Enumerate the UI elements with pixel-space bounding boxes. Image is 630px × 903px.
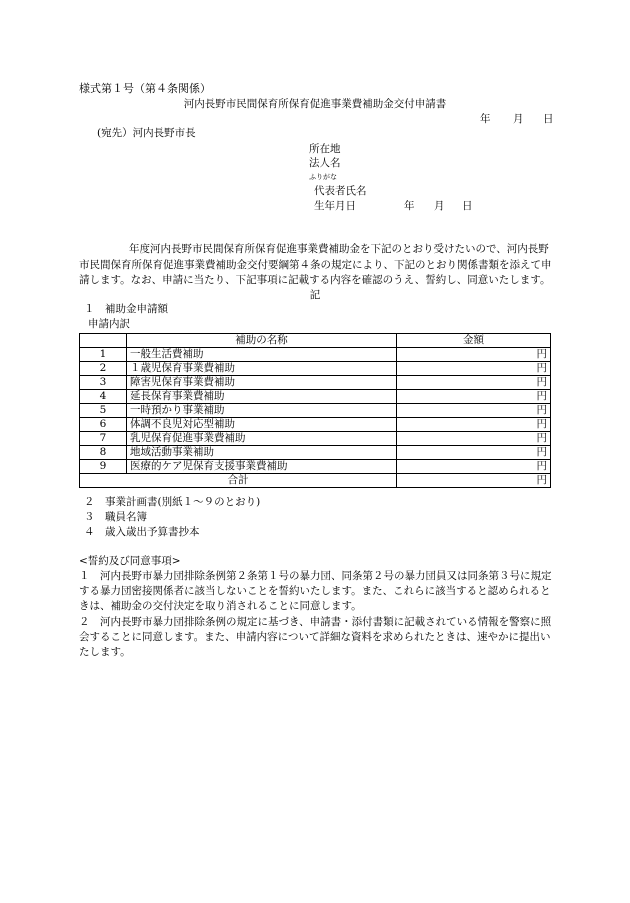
row-name: 障害児保育事業費補助 bbox=[127, 376, 397, 390]
birth-year-label: 年 bbox=[404, 200, 415, 212]
section1-title: １ 補助金申請額 bbox=[84, 303, 168, 315]
attachment-item: ２ 事業計画書(別紙１～９のとおり) bbox=[84, 496, 261, 508]
table-row bbox=[80, 432, 551, 446]
row-amount: 円 bbox=[397, 348, 551, 362]
date-month-label: 月 bbox=[513, 113, 524, 125]
subsidy-table bbox=[79, 333, 551, 488]
pledge-item-2: ２ 河内長野市暴力団排除条例の規定に基づき、申請書・添付書類に記載されている情報を警察に照会することに同意します。また、申請内容について詳細な資料を求められたときは、速やかに提出いたします。 bbox=[79, 616, 552, 658]
row-amount: 円 bbox=[397, 460, 551, 474]
address-label: 所在地 bbox=[309, 143, 341, 155]
row-number: 6 bbox=[80, 418, 127, 432]
submission-date bbox=[480, 114, 554, 125]
row-amount: 円 bbox=[397, 446, 551, 460]
row-number: 9 bbox=[80, 460, 127, 474]
birth-date-row bbox=[314, 201, 473, 212]
application-paragraph: 年度河内長野市民間保育所保育促進事業費補助金を下記のとおり受けたいので、河内長野市民間保育所保育促進事業費補助金交付要綱第４条の規定により、下記のとおり関係書類を添えて申請します。なお、申請に当たり、下記事項に記載する内容を確認のうえ、誓約し、同意いたします。 bbox=[79, 243, 552, 286]
birth-day-label: 日 bbox=[462, 200, 473, 212]
row-name: 延長保育事業費補助 bbox=[127, 390, 397, 404]
row-amount: 円 bbox=[397, 404, 551, 418]
table-row bbox=[80, 418, 551, 432]
row-amount: 円 bbox=[397, 432, 551, 446]
row-number: 8 bbox=[80, 446, 127, 460]
attachment-item: ４ 歳入歳出予算書抄本 bbox=[84, 526, 200, 538]
representative-name-label: 代表者氏名 bbox=[314, 185, 367, 197]
row-amount: 円 bbox=[397, 362, 551, 376]
row-name: 医療的ケア児保育支援事業費補助 bbox=[127, 460, 397, 474]
table-row bbox=[80, 376, 551, 390]
table-total-row bbox=[80, 474, 551, 488]
row-number: 7 bbox=[80, 432, 127, 446]
date-year-label: 年 bbox=[480, 113, 491, 125]
row-amount: 円 bbox=[397, 376, 551, 390]
row-name: 一般生活費補助 bbox=[127, 348, 397, 362]
total-label: 合計 bbox=[80, 474, 397, 488]
row-name: 体調不良児対応型補助 bbox=[127, 418, 397, 432]
row-number: 5 bbox=[80, 404, 127, 418]
corporation-name-label: 法人名 bbox=[309, 157, 341, 169]
ki-marker: 記 bbox=[309, 289, 321, 301]
row-number: 3 bbox=[80, 376, 127, 390]
header-amount-cell: 金額 bbox=[397, 334, 551, 348]
total-amount: 円 bbox=[397, 474, 551, 488]
row-number: 2 bbox=[80, 362, 127, 376]
row-number: 1 bbox=[80, 348, 127, 362]
attachment-item: ３ 職員名簿 bbox=[84, 511, 147, 523]
date-day-label: 日 bbox=[543, 113, 554, 125]
table-row bbox=[80, 460, 551, 474]
form-number: 様式第１号（第４条関係） bbox=[79, 82, 211, 95]
document-title: 河内長野市民間保育所保育促進事業費補助金交付申請書 bbox=[183, 98, 447, 110]
table-row bbox=[80, 362, 551, 376]
table-header-row bbox=[80, 334, 551, 348]
section1-subtitle: 申請内訳 bbox=[88, 318, 130, 330]
pledge-heading: <誓約及び同意事項> bbox=[79, 555, 181, 567]
table-row bbox=[80, 404, 551, 418]
row-name: 地域活動事業補助 bbox=[127, 446, 397, 460]
row-amount: 円 bbox=[397, 390, 551, 404]
row-name: 乳児保育促進事業費補助 bbox=[127, 432, 397, 446]
header-no-cell bbox=[80, 334, 127, 348]
row-name: １歳児保育事業費補助 bbox=[127, 362, 397, 376]
table-row bbox=[80, 446, 551, 460]
birth-month-label: 月 bbox=[434, 200, 445, 212]
birth-date-label: 生年月日 bbox=[314, 200, 356, 212]
furigana-label: ふりがな bbox=[309, 173, 337, 181]
pledge-item-1: １ 河内長野市暴力団排除条例第２条第１号の暴力団、同条第２号の暴力団員又は同条第３号に規定する暴力団密接関係者に該当しないことを誓約いたします。また、これらに該当すると認められるときは、補助金の交付決定を取り消されることに同意します。 bbox=[79, 570, 552, 612]
table-row bbox=[80, 390, 551, 404]
addressee: (宛先）河内長野市長 bbox=[97, 127, 196, 139]
row-amount: 円 bbox=[397, 418, 551, 432]
table-row bbox=[80, 348, 551, 362]
header-name-cell: 補助の名称 bbox=[127, 334, 397, 348]
row-name: 一時預かり事業補助 bbox=[127, 404, 397, 418]
row-number: 4 bbox=[80, 390, 127, 404]
